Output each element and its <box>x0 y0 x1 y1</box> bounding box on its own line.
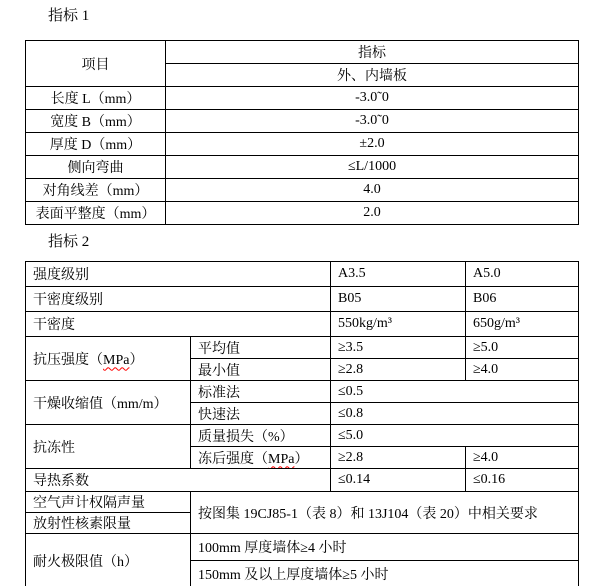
mass-loss-label-cell: 质量损失（%） <box>191 425 331 447</box>
diagonal-diff-label-cell: 对角线差（mm） <box>26 179 166 202</box>
post-freeze-b-cell: ≥4.0 <box>466 447 579 469</box>
min-value-a-cell: ≥2.8 <box>331 359 466 381</box>
table-row <box>26 156 579 179</box>
rapid-method-label-cell: 快速法 <box>191 403 331 425</box>
section1-title: 指标 1 <box>48 8 90 24</box>
width-label-cell: 宽度 B（mm） <box>26 110 166 133</box>
fire-resistance-100mm-cell: 100mm 厚度墙体≥4 小时 <box>191 534 579 561</box>
thermal-conductivity-b-cell: ≤0.16 <box>466 469 579 492</box>
compressive-label-close: ） <box>129 352 144 368</box>
thermal-conductivity-label-cell: 导热系数 <box>26 469 331 492</box>
dry-density-grade-a-cell: B05 <box>331 287 466 312</box>
table-row <box>26 87 579 110</box>
compressive-label-text: 抗压强度（ <box>33 352 103 368</box>
strength-grade-label-cell: 强度级别 <box>26 262 331 287</box>
frost-resistance-label-cell: 抗冻性 <box>26 425 191 469</box>
flatness-label-cell: 表面平整度（mm） <box>26 202 166 225</box>
table-indicator-1 <box>25 40 579 225</box>
dry-density-b-cell: 650g/m³ <box>466 312 579 337</box>
lateral-bend-label-cell: 侧向弯曲 <box>26 156 166 179</box>
table-row <box>26 534 579 561</box>
table-row <box>26 337 579 359</box>
strength-grade-b-cell: A5.0 <box>466 262 579 287</box>
fire-resistance-150mm-cell: 150mm 及以上厚度墙体≥5 小时 <box>191 561 579 586</box>
table-row <box>26 425 579 447</box>
compressive-label-spellchecked: MPa <box>103 352 130 368</box>
min-value-label-cell: 最小值 <box>191 359 331 381</box>
post-freeze-label-text: 冻后强度（ <box>198 451 268 467</box>
thickness-label-cell: 厚度 D（mm） <box>26 133 166 156</box>
lateral-bend-value-cell: ≤L/1000 <box>166 156 579 179</box>
width-value-cell: -3.0˜0 <box>166 110 579 133</box>
table-row <box>26 381 579 403</box>
min-value-b-cell: ≥4.0 <box>466 359 579 381</box>
fire-resistance-label-cell: 耐火极限值（h） <box>26 534 191 586</box>
post-freeze-strength-label-cell <box>191 447 331 469</box>
dry-density-grade-label-cell: 干密度级别 <box>26 287 331 312</box>
table-row <box>26 469 579 492</box>
table-row <box>26 110 579 133</box>
section2-title: 指标 2 <box>48 234 90 250</box>
strength-grade-a-cell: A3.5 <box>331 262 466 287</box>
dry-density-grade-b-cell: B06 <box>466 287 579 312</box>
table-row <box>26 312 579 337</box>
table1-header-row1 <box>26 41 579 64</box>
length-label-cell: 长度 L（mm） <box>26 87 166 110</box>
table-row <box>26 179 579 202</box>
flatness-value-cell: 2.0 <box>166 202 579 225</box>
table-row <box>26 492 579 513</box>
table-indicator-2 <box>25 261 579 586</box>
table-row <box>26 133 579 156</box>
length-value-cell: -3.0˜0 <box>166 87 579 110</box>
standard-method-value-cell: ≤0.5 <box>331 381 579 403</box>
radionuclide-limit-label-cell: 放射性核素限量 <box>26 513 191 534</box>
sound-insulation-label-cell: 空气声计权隔声量 <box>26 492 191 513</box>
avg-value-b-cell: ≥5.0 <box>466 337 579 359</box>
table1-header-indicator-cell: 指标 <box>166 41 579 64</box>
thermal-conductivity-a-cell: ≤0.14 <box>331 469 466 492</box>
post-freeze-a-cell: ≥2.8 <box>331 447 466 469</box>
avg-value-a-cell: ≥3.5 <box>331 337 466 359</box>
atlas-requirement-value-cell: 按图集 19CJ85-1（表 8）和 13J104（表 20）中相关要求 <box>191 492 579 534</box>
thickness-value-cell: ±2.0 <box>166 133 579 156</box>
standard-method-label-cell: 标准法 <box>191 381 331 403</box>
avg-value-label-cell: 平均值 <box>191 337 331 359</box>
table1-header-walltype-cell: 外、内墙板 <box>166 64 579 87</box>
rapid-method-value-cell: ≤0.8 <box>331 403 579 425</box>
table1-header-item-cell: 项目 <box>26 41 166 87</box>
diagonal-diff-value-cell: 4.0 <box>166 179 579 202</box>
compressive-strength-label-cell <box>26 337 191 381</box>
post-freeze-label-close: ） <box>294 451 309 467</box>
table-row <box>26 287 579 312</box>
table-row <box>26 202 579 225</box>
dry-density-label-cell: 干密度 <box>26 312 331 337</box>
dry-density-a-cell: 550kg/m³ <box>331 312 466 337</box>
table-row <box>26 262 579 287</box>
post-freeze-label-spellchecked: MPa <box>268 451 295 467</box>
shrinkage-label-cell: 干燥收缩值（mm/m） <box>26 381 191 425</box>
mass-loss-value-cell: ≤5.0 <box>331 425 579 447</box>
